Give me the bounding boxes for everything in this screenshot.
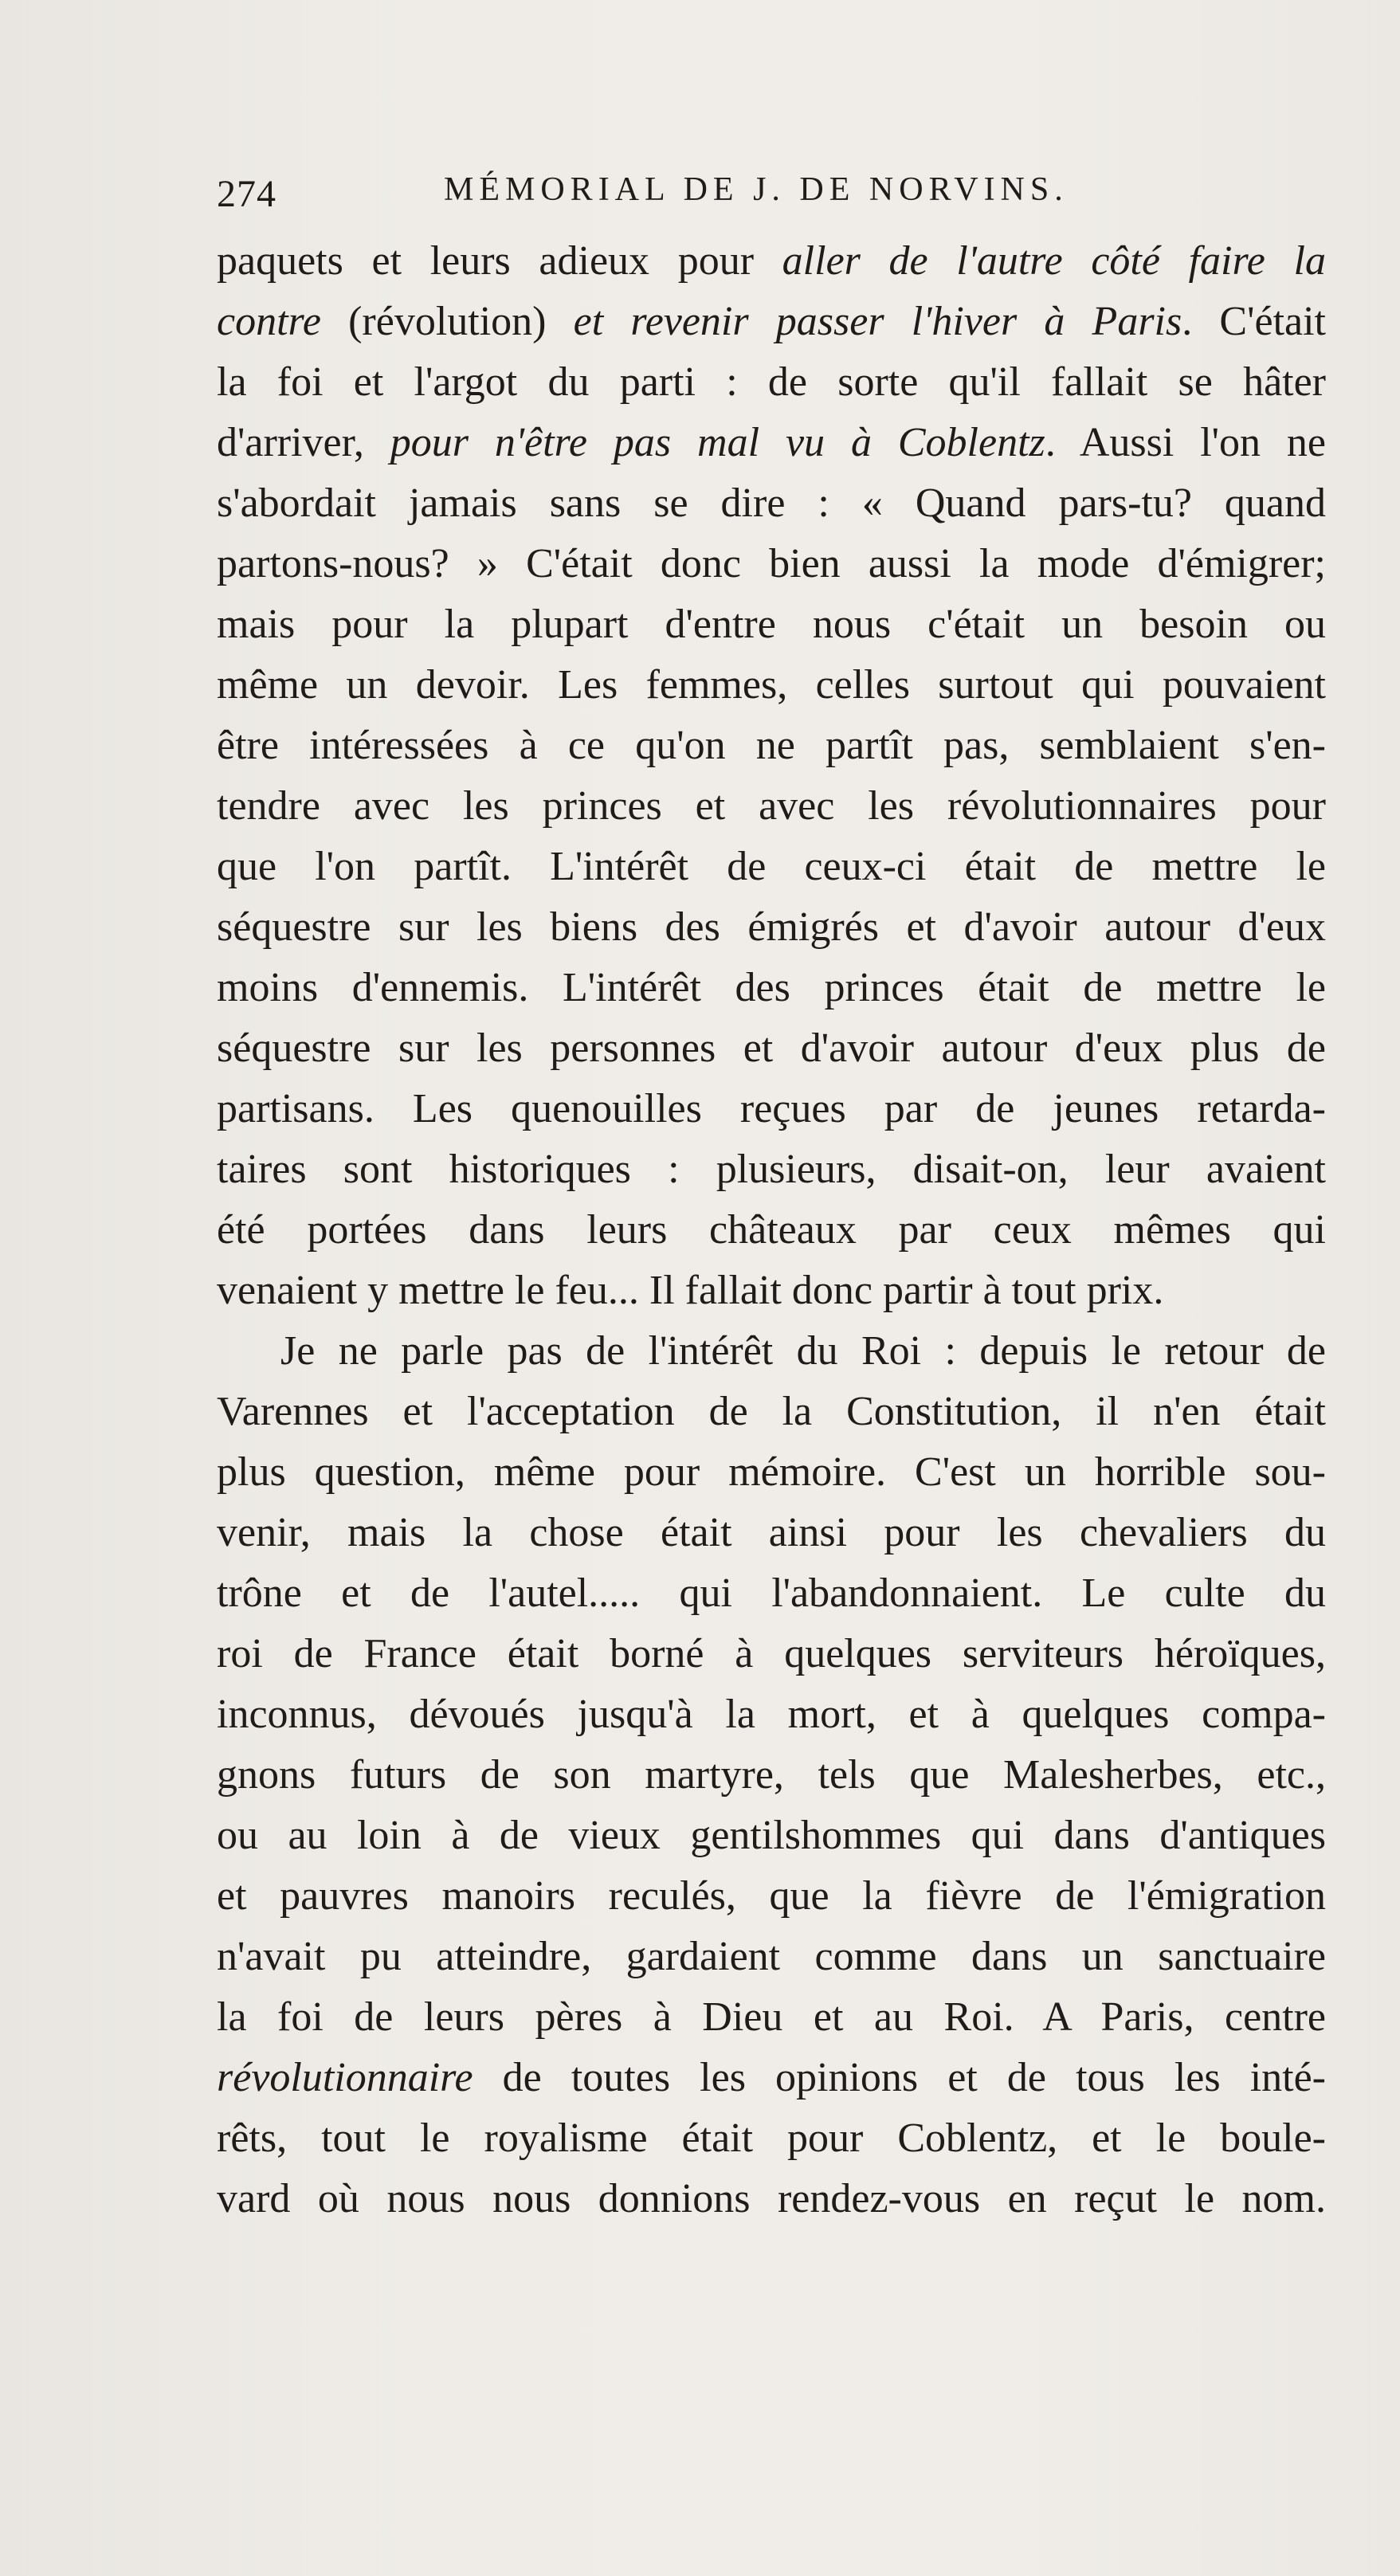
text-line	[217, 897, 1326, 958]
italic-segment: et revenir passer l'hiver à Paris	[573, 299, 1182, 344]
text-segment: séquestre sur les biens des émigrés et d'avoir autour d'eux	[217, 904, 1326, 950]
text-line	[217, 1624, 1326, 1684]
text-line	[217, 1442, 1326, 1503]
text-segment: roi de France était borné à quelques serviteurs héroïques,	[217, 1631, 1326, 1676]
text-segment: et pauvres manoirs reculés, que la fièvre de l'émigration	[217, 1873, 1326, 1919]
text-line	[217, 1261, 1326, 1321]
text-segment: tendre avec les princes et avec les révolutionnaires pour	[217, 783, 1326, 829]
text-line	[217, 534, 1326, 594]
text-line	[217, 1745, 1326, 1806]
text-segment: moins d'ennemis. L'intérêt des princes était de mettre le	[217, 965, 1326, 1010]
text-line	[217, 473, 1326, 534]
text-segment: (révolution)	[320, 299, 574, 344]
text-segment: partisans. Les quenouilles reçues par de jeunes retarda-	[217, 1086, 1326, 1131]
text-line	[217, 1200, 1326, 1261]
text-segment: mais pour la plupart d'entre nous c'était un besoin ou	[217, 602, 1326, 647]
text-line	[217, 2048, 1326, 2108]
text-segment: gnons futurs de son martyre, tels que Malesherbes, etc.,	[217, 1752, 1326, 1798]
text-line	[217, 1503, 1326, 1563]
text-segment: été portées dans leurs châteaux par ceux mêmes qui	[217, 1207, 1326, 1253]
text-line	[217, 2108, 1326, 2169]
text-line	[217, 1018, 1326, 1079]
text-segment: Je ne parle pas de l'intérêt du Roi : depuis le retour de	[280, 1328, 1326, 1374]
text-line	[217, 1382, 1326, 1442]
text-segment: venaient y mettre le feu... Il fallait donc partir à tout prix.	[217, 1268, 1164, 1313]
text-segment: n'avait pu atteindre, gardaient comme dans un sanctuaire	[217, 1934, 1326, 1979]
text-segment: s'abordait jamais sans se dire : « Quand pars-tu? quand	[217, 480, 1326, 526]
text-segment: plus question, même pour mémoire. C'est un horrible sou-	[217, 1449, 1326, 1495]
body-text	[217, 231, 1326, 2229]
text-segment: Varennes et l'acceptation de la Constitution, il n'en était	[217, 1389, 1326, 1434]
text-segment: . Aussi l'on ne	[1045, 420, 1327, 465]
text-line	[217, 776, 1326, 837]
text-line	[217, 958, 1326, 1018]
text-line	[217, 292, 1326, 352]
text-segment: venir, mais la chose était ainsi pour les chevaliers du	[217, 1510, 1326, 1555]
text-segment: d'arriver,	[217, 420, 390, 465]
text-line	[217, 1866, 1326, 1927]
text-line	[217, 1927, 1326, 1987]
text-line	[217, 2169, 1326, 2229]
text-line	[217, 1563, 1326, 1624]
text-segment: même un devoir. Les femmes, celles surtout qui pouvaient	[217, 662, 1326, 708]
text-line	[217, 716, 1326, 776]
text-line	[217, 413, 1326, 473]
text-segment: trône et de l'autel..... qui l'abandonnaient. Le culte du	[217, 1570, 1326, 1616]
italic-segment: révolutionnaire	[217, 2055, 473, 2100]
running-title: MÉMORIAL DE J. DE NORVINS.	[444, 171, 1069, 208]
text-segment: la foi de leurs pères à Dieu et au Roi. A Paris, centre	[217, 1994, 1326, 2040]
text-line	[217, 1079, 1326, 1139]
text-segment: partons-nous? » C'était donc bien aussi la mode d'émigrer;	[217, 541, 1326, 586]
text-segment: être intéressées à ce qu'on ne partît pas, semblaient s'en-	[217, 723, 1326, 768]
text-segment: taires sont historiques : plusieurs, disait-on, leur avaient	[217, 1147, 1326, 1192]
text-line	[217, 1321, 1326, 1382]
text-line	[217, 594, 1326, 655]
text-segment: vard où nous nous donnions rendez-vous en reçut le nom.	[217, 2176, 1326, 2221]
text-segment: paquets et leurs adieux pour	[217, 238, 782, 284]
text-segment: ou au loin à de vieux gentilshommes qui dans d'antiques	[217, 1813, 1326, 1858]
text-line	[217, 1806, 1326, 1866]
text-line	[217, 1139, 1326, 1200]
text-segment: . C'était	[1182, 299, 1326, 344]
text-segment: séquestre sur les personnes et d'avoir autour d'eux plus de	[217, 1025, 1326, 1071]
italic-segment: aller de l'autre côté faire la	[782, 238, 1326, 284]
text-line	[217, 655, 1326, 716]
text-segment: inconnus, dévoués jusqu'à la mort, et à quelques compa-	[217, 1692, 1326, 1737]
text-line	[217, 1987, 1326, 2048]
text-line	[217, 1684, 1326, 1745]
text-segment: de toutes les opinions et de tous les inté-	[473, 2055, 1326, 2100]
text-line	[217, 837, 1326, 897]
text-segment: que l'on partît. L'intérêt de ceux-ci était de mettre le	[217, 844, 1326, 889]
page-header	[217, 166, 1332, 214]
text-segment: la foi et l'argot du parti : de sorte qu'il fallait se hâter	[217, 359, 1326, 405]
italic-segment: contre	[217, 299, 321, 344]
text-line	[217, 352, 1326, 413]
text-line	[217, 231, 1326, 292]
italic-segment: pour n'être pas mal vu à Coblentz	[390, 420, 1045, 465]
text-segment: rêts, tout le royalisme était pour Coblentz, et le boule-	[217, 2115, 1326, 2161]
page-number: 274	[217, 173, 276, 215]
